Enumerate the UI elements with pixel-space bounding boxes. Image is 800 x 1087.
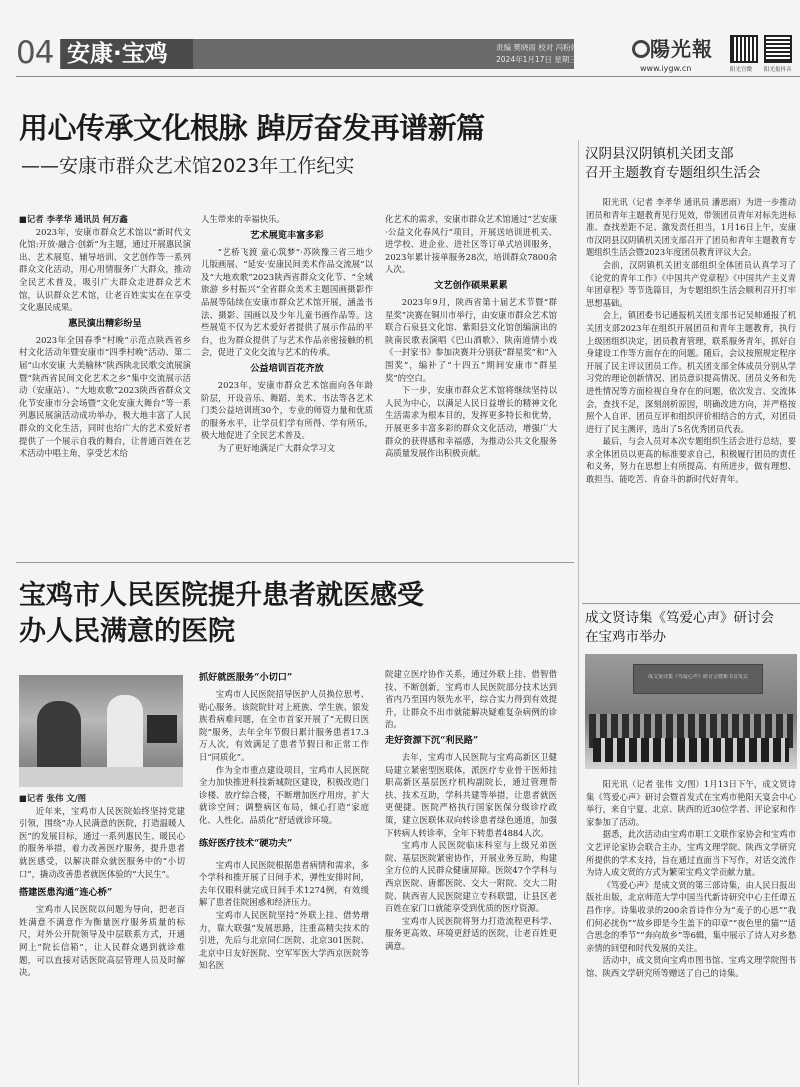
paragraph: 会上，镇团委书记通报机关团支部书记吴帅通报了机关团支部2023年在组织开展团员和青年主题教育，执行上级团组织决定，团员教育管理，联系服务青年，抓好自身建设工作等方面存在的问题。随后，会议按照规定程序开展了民主评议团员工作。机关团支部全体成员分别从学习党的理论创新情况、团员意识提高情况、团员义务和先进性情况等方面检视自身存在的问题，依次发言、交流体会，查找不足，深刻剖析原因，明确改进方向，并严格按照个人自评、团员互评和组织评价相结合的方式，对团员进行了民主测评，选出了5名优秀团员代表。 bbox=[586, 310, 796, 434]
article2-col2 bbox=[199, 668, 369, 972]
subheading: 文艺创作硕果累累 bbox=[434, 279, 508, 291]
paragraph: 人生带来的幸福快乐。 bbox=[201, 214, 285, 224]
article4-headline bbox=[585, 609, 800, 647]
paragraph: 2023年，安康市群众艺术馆面向各年龄阶层，开设音乐、舞蹈、美术、书法等各艺术门类公益培训班30个，专业的师资力量和优质的服务水平，让学员们学有所得、学有所乐，极大地促进了全民艺术普及。 bbox=[201, 379, 373, 441]
article1-col2 bbox=[201, 213, 373, 455]
website: www.iygw.cn bbox=[640, 64, 692, 73]
subheading: 公益培训百花齐放 bbox=[250, 362, 324, 374]
masthead-rule bbox=[16, 76, 800, 77]
headline-line: 召开主题教育专题组织生活会 bbox=[585, 165, 761, 181]
subheading: 走好资源下沉“利民路” bbox=[385, 734, 479, 746]
section-divider bbox=[582, 603, 800, 604]
paragraph: 为了更好地满足广大群众学习文 bbox=[217, 442, 336, 453]
paragraph: 近年来，宝鸡市人民医院始终坚持党建引领，围绕“办人民满意的医院，打造温暖人医”的发展目标，通过一系列惠民生、暖民心的服务举措，着力改善医疗服务，提升患者就医感受，以解决群众就医服务中的“小切口”，撬动改善患者就医体验的“大民生”。 bbox=[19, 805, 185, 879]
article2-col3 bbox=[385, 668, 557, 952]
paragraph: 会前，汉阴镇机关团支部组织全体团员认真学习了《论党的青年工作》《中国共产党章程》《中国共产主义青年团章程》等节选篇目，为专题组织生活会顺利召开打牢思想基础。 bbox=[586, 259, 796, 308]
article1-headline: 用心传承文化根脉 踔厉奋发再谱新篇 bbox=[19, 111, 485, 145]
headline-line: 办人民满意的医院 bbox=[19, 616, 235, 647]
byline: ■记者 李孝华 通讯员 何万鑫 bbox=[19, 214, 128, 224]
article1-col1 bbox=[19, 213, 191, 460]
headline-line: 成文贤诗集《笃爱心声》研讨会 bbox=[585, 610, 774, 626]
qr-label: 阳光官微 bbox=[730, 67, 753, 73]
photo-desk bbox=[19, 767, 183, 787]
qr-label: 阳光报抖音 bbox=[764, 67, 792, 73]
issue-date: 2024年1月17日 星期三 bbox=[496, 55, 577, 64]
subheading: 艺术展览丰富多彩 bbox=[250, 229, 324, 241]
article1-subheadline: ——安康市群众艺术馆2023年工作纪实 bbox=[21, 155, 355, 177]
hospital-photo bbox=[19, 675, 183, 787]
article2-col1 bbox=[19, 792, 185, 979]
paragraph: 活动中，成文贤向宝鸡市图书馆、宝鸡文理学院图书馆、陕西文学研究所等赠送了自己的诗集。 bbox=[586, 955, 796, 978]
sun-logo-icon bbox=[632, 40, 650, 58]
section-name: 安康·宝鸡 bbox=[67, 41, 168, 67]
photo-screen bbox=[147, 715, 177, 743]
paragraph: 去年，宝鸡市人民医院与宝鸡高新区卫健局建立紧密型医联体，派医疗专业骨干医师挂职高新区基层医疗机构副院长，通过管理帮扶、技术互助，学科共建等举措，让患者就医更便捷。医院严格执行国家医保分级诊疗政策，建立医联体双向转诊患者绿色通道，加强下转病人转诊率，全年下转患者4884人次。 bbox=[385, 751, 557, 838]
subheading: 惠民演出精彩纷呈 bbox=[68, 317, 142, 329]
paragraph: “艺桥飞渡 童心筑梦”·苏陕豫三省三地少儿版画展、“延安·安康民间美术作品交流展”以及“大地欢歌”2023陕西省群众文化节、“全域旅游 乡村振兴”全省群众美术主题国画摄影作品展等陆续在安康市群众艺术馆开展，涵盖书法、摄影、国画以及少年儿童书画作品等。这些展览不仅为艺术爱好者提供了展示作品的平台，也为群众提供了与艺术作品亲密接触的机会，促进了文化交流与艺术的传承。 bbox=[201, 246, 373, 358]
paper-name: 陽光報 bbox=[650, 37, 713, 61]
qr-code-icon bbox=[730, 35, 758, 63]
qr-code-icon bbox=[764, 35, 792, 63]
group-photo bbox=[585, 654, 797, 769]
paragraph: 化艺术的需求，安康市群众艺术馆通过“艺安康·公益文化春风行”项目，开展送培训进机关、进学校、进企业、进社区等订单式培训服务，2023年累计接单服务28次，培训群众7800余人次。 bbox=[385, 214, 557, 275]
section-divider bbox=[16, 562, 574, 563]
paragraph: 据悉，此次活动由宝鸡市职工文联作家协会和宝鸡市文艺评论家协会联合主办，宝鸡文理学院、陕西文学研究所提供的学术支持，旨在通过直面当下写作，对话交流作为诗人成文贤的方式为繁荣宝鸡文学贡献力量。 bbox=[586, 829, 796, 878]
photo-people-row bbox=[593, 738, 789, 762]
paragraph: 最后，与会人员对本次专题组织生活会进行总结，要求全体团员以更高的标准要求自己，积极履行团员的责任和义务，努力在思想上有所提高、有所进步，做有理想、敢担当、能吃苦、肯奋斗的新时代好青年。 bbox=[586, 436, 796, 485]
masthead bbox=[0, 0, 800, 78]
headline-line: 汉阴县汉阴镇机关团支部 bbox=[585, 146, 734, 162]
paragraph: 院建立医疗协作关系，通过外联上挂、借智借技、不断创新，宝鸡市人民医院部分技术达到省内乃至国内领先水平，综合实力得到有效提升，让群众不出市就能解决疑难复杂病例的诊治。 bbox=[385, 669, 557, 730]
paragraph: 《笃爱心声》是成文贤的第三部诗集，由人民日报出版社出版，北京师范大学中国当代新诗研究中心主任谭五昌作序。诗集收录的200余首诗作分为“麦子的心思”“我们何必扰伤”“故乡即是今生盖下的印章”“夜色里的猫”“适合思念的季节”“奔向故乡”等6辑，集中展示了诗人对乡愁亲情的回望和时代发展的关注。 bbox=[586, 879, 796, 953]
subheading: 抓好就医服务“小切口” bbox=[199, 672, 293, 683]
paragraph: 下一步，安康市群众艺术馆将继续坚持以人民为中心，以满足人民日益增长的精神文化生活需求为根本目的，发挥更多特长和优势，开展更多丰富多彩的群众文化活动，增强广大群众的获得感和幸福感，为推动公共文化服务高质量发展作出积极贡献。 bbox=[385, 385, 557, 459]
article3-headline bbox=[585, 145, 800, 183]
page-number: 04 bbox=[16, 35, 54, 71]
paragraph: 作为全市重点建设项目，宝鸡市人民医院全力加快推进科技新城院区建设，积极改造门诊楼、放疗综合楼，不断增加医疗用房，扩大就诊空间；调整病区布局，倾心打造“家庭化、人性化、品质化”舒适就诊环境。 bbox=[199, 764, 369, 825]
headline-line: 宝鸡市人民医院提升患者就医感受 bbox=[19, 580, 424, 611]
paragraph: 宝鸡市人民医院坚持“外联上挂、借势增力，靠大联强”发展思路，注重高精尖技术的引进，先后与北京同仁医院、北京301医院、北京中日友好医院、空军军医大学西京医院等知名医 bbox=[199, 909, 369, 971]
paragraph: 宝鸡市人民医院招导医护人员换位思考、贴心服务。该院院针对上班族、学生族、银发族看病难问题，在全市首家开展了“无假日医院”服务，去年全年节假日累计服务患者17.3万人次，有效满足了患者节假日和正常工作日“同质化”。 bbox=[199, 689, 369, 762]
paragraph: 2023年全国春季“村晚”示范点陕西省乡村文化活动年暨安康市“四季村晚”活动、第二届“山水安康 大美榆林”陕西陕北民歌交流展演暨“陕西省民间文化艺术之乡”集中交流展示活动（安康站）、“大地欢歌”2023陕西省群众文化节安康市分会场暨“文化安康大舞台”等一系列惠民展演活动成功举办，极大地丰富了人民群众的文化生活，同时也给广大的艺术爱好者提供了一个展示自我的舞台，让普通百姓在艺术活动中唱主角，享受艺术给 bbox=[19, 334, 191, 459]
article2-headline bbox=[19, 578, 569, 650]
paragraph: 宝鸡市人民医院将努力打造流程更科学、服务更高效、环境更舒适的医院，让老百姓更满意。 bbox=[385, 915, 557, 951]
article3-body bbox=[586, 196, 796, 601]
subheading: 练好医疗技术“硬功夫” bbox=[199, 837, 293, 849]
paragraph: 宝鸡市人民医院根据患者病情和需求，多个学科和推开展了日间手术，弹性安排时间，去年仅眼科就完成日间手术1274例，有效缓解了患者住院困惑和经济压力。 bbox=[199, 859, 369, 908]
headline-line: 在宝鸡市举办 bbox=[585, 629, 666, 645]
paragraph: 宝鸡市人民医院以问题为导向，把老百姓满意不满意作为衡量医疗服务质量的标尺，对外公开院领导及中层联系方式，开通网上“院长信箱”，让人民群众遇到就诊难题，可以直接对话医院高层管理人员及时解决。 bbox=[19, 904, 185, 978]
photo-banner-text: 成文贤诗集《笃爱心声》研讨会暨新书首发式 bbox=[647, 674, 748, 680]
editors-line: 责编 樊晓雨 校对 冯粉娟 bbox=[496, 43, 579, 52]
paragraph: 阳光讯（记者 张伟 文/图）1月13日下午，成文贤诗集《笃爱心声》研讨会暨首发式在宝鸡市艳阳天宴会中心举行，来自宁夏、北京、陕西的近30位学者、评论家和作家参加了活动。 bbox=[586, 779, 796, 827]
paragraph: 2023年9月，陕西省第十届艺术节暨“群星奖”决赛在铜川市举行，由安康市群众艺术馆联合石泉县文化馆、紫阳县文化馆创编演出的陕南民歌表演唱《巴山酒歌》、陕南道情小戏《一封家书》参加决赛并分别获“群星奖”和“入围奖”，编补了“十四五”期间安康市“群星奖”的空白。 bbox=[385, 296, 557, 383]
article1-col3 bbox=[385, 213, 557, 460]
column-divider bbox=[578, 140, 579, 1085]
paragraph: 2023年，安康市群众艺术馆以“新时代文化馆:开放·融合·创新”为主题，通过开展惠民演出、艺术展览、辅导培训、文艺创作等一系列群众文化活动，用心用情服务广大群众，推动全民艺术普及，吸引广大群众走进群众艺术馆，认识群众艺术馆，让老百姓实实在在享受文化惠民成果。 bbox=[19, 226, 191, 313]
paragraph: 宝鸡市人民医院临床科室与上级兄弟医院、基层医院紧密协作，开展业务互助，构建全方位的人民群众健康屏障。医院47个学科与西京医院、唐都医院、交大一附院、交大二附院、陕西省人民医院建立专科联盟，让县区老百姓在家门口就能享受到优质的医疗资源。 bbox=[385, 840, 557, 914]
byline: ■记者 张伟 文/图 bbox=[19, 793, 87, 803]
subheading: 搭建医患沟通“连心桥” bbox=[19, 887, 113, 899]
paragraph: 阳光讯（记者 李孝华 通讯员 潘思雨）为进一步推动团员和青年主题教育见行见效，带领团员青年对标先进标准、查找差距不足、激发责任担当，1月16日上午，安康市汉阴县汉阴镇机关团支部召开了团员和青年主题教育专题组织生活会暨2023年度团员教育评议大会。 bbox=[586, 197, 796, 258]
article4-body bbox=[586, 778, 796, 1084]
